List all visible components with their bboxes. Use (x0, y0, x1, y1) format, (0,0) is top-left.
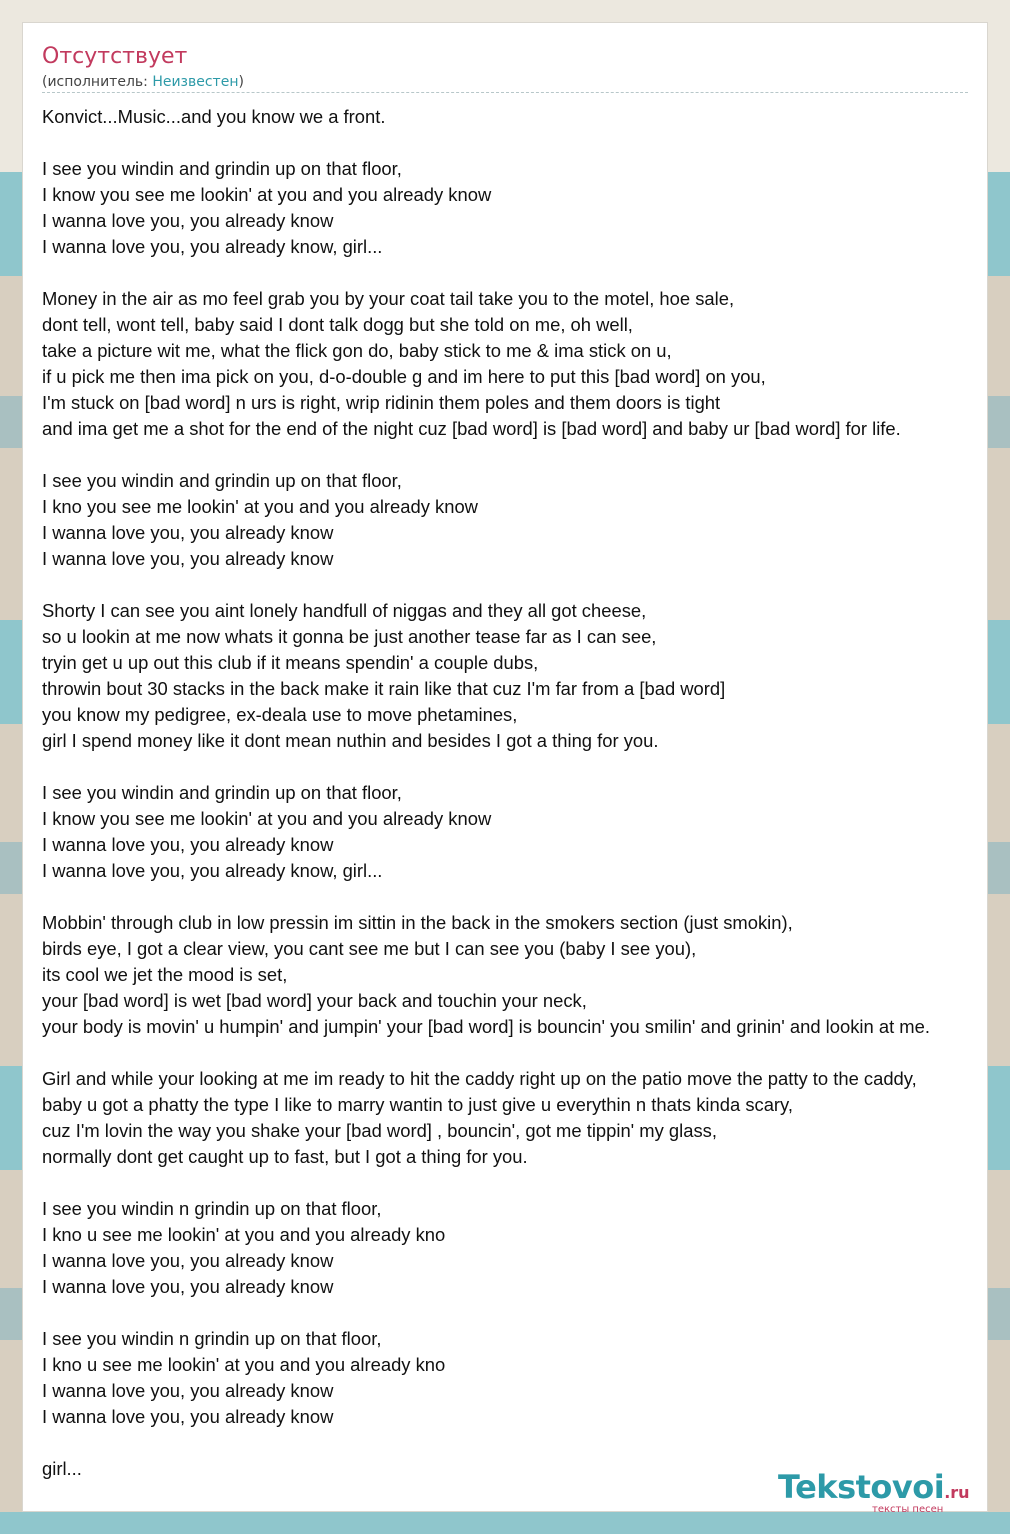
title-divider (42, 92, 968, 93)
lyric-line: girl... (42, 1458, 82, 1479)
lyric-line (42, 884, 1010, 910)
lyric-line: I see you windin and grindin up on that floor, (42, 470, 402, 491)
song-title: Отсутствует (42, 44, 188, 69)
lyric-line: tryin get u up out this club if it means spendin' a couple dubs, (42, 652, 539, 673)
lyric-line: dont tell, wont tell, baby said I dont talk dogg but she told on me, oh well, (42, 314, 633, 335)
lyric-line: cuz I'm lovin the way you shake your [bad word] , bouncin', got me tippin' my glass, (42, 1120, 717, 1141)
lyric-line: Mobbin' through club in low pressin im sittin in the back in the smokers section (just smokin), (42, 912, 793, 933)
lyric-line: baby u got a phatty the type I like to marry wantin to just give u everythin n thats kinda scary, (42, 1094, 793, 1115)
lyric-line: I know you see me lookin' at you and you already know (42, 184, 492, 205)
lyric-line: Girl and while your looking at me im ready to hit the caddy right up on the patio move the patty to the caddy, (42, 1068, 917, 1089)
lyric-line (42, 1300, 1010, 1326)
lyric-line: I see you windin and grindin up on that floor, (42, 782, 402, 803)
lyric-line: girl I spend money like it dont mean nuthin and besides I got a thing for you. (42, 730, 659, 751)
lyric-line: I'm stuck on [bad word] n urs is right, wrip ridinin them poles and them doors is tight (42, 392, 721, 413)
lyric-line: I wanna love you, you already know (42, 1276, 334, 1297)
lyric-line (42, 1430, 1010, 1456)
lyric-line: I kno u see me lookin' at you and you already kno (42, 1354, 446, 1375)
lyric-line: I wanna love you, you already know (42, 834, 334, 855)
lyric-line: birds eye, I got a clear view, you cant see me but I can see you (baby I see you), (42, 938, 697, 959)
logo-tagline: тексты песен (872, 1504, 944, 1515)
lyric-line: I wanna love you, you already know, girl... (42, 860, 383, 881)
lyric-line: you know my pedigree, ex-deala use to move phetamines, (42, 704, 518, 725)
lyric-line (42, 260, 1010, 286)
lyric-line: I wanna love you, you already know (42, 210, 334, 231)
lyric-line: I wanna love you, you already know (42, 1250, 334, 1271)
lyric-line: Money in the air as mo feel grab you by your coat tail take you to the motel, hoe sale, (42, 288, 735, 309)
lyric-line: normally dont get caught up to fast, but I got a thing for you. (42, 1146, 528, 1167)
lyric-line: throwin bout 30 stacks in the back make it rain like that cuz I'm far from a [bad word] (42, 678, 726, 699)
lyric-line (42, 130, 1010, 156)
lyric-line: I see you windin and grindin up on that floor, (42, 158, 402, 179)
lyric-line: I see you windin n grindin up on that floor, (42, 1328, 382, 1349)
lyric-line: its cool we jet the mood is set, (42, 964, 288, 985)
lyric-line: if u pick me then ima pick on you, d-o-double g and im here to put this [bad word] on you, (42, 366, 766, 387)
lyric-line: take a picture wit me, what the flick gon do, baby stick to me & ima stick on u, (42, 340, 672, 361)
lyric-line: I wanna love you, you already know (42, 1380, 334, 1401)
lyric-line: I wanna love you, you already know (42, 548, 334, 569)
lyric-line: I know you see me lookin' at you and you already know (42, 808, 492, 829)
lyric-line: I see you windin n grindin up on that floor, (42, 1198, 382, 1219)
lyric-line: so u lookin at me now whats it gonna be just another tease far as I can see, (42, 626, 657, 647)
lyrics-text (42, 104, 1010, 1482)
site-logo[interactable] (778, 1468, 970, 1515)
logo-tld: .ru (944, 1483, 970, 1502)
artist-prefix: (исполнитель: (42, 74, 153, 90)
lyric-line (42, 754, 1010, 780)
lyric-line: I kno u see me lookin' at you and you already kno (42, 1224, 446, 1245)
lyric-line (42, 442, 1010, 468)
artist-link[interactable]: Неизвестен (152, 74, 239, 90)
lyric-line: I kno you see me lookin' at you and you already know (42, 496, 478, 517)
lyric-line: I wanna love you, you already know, girl... (42, 236, 383, 257)
lyric-line: your body is movin' u humpin' and jumpin' your [bad word] is bouncin' you smilin' and grinin' and lookin at me. (42, 1016, 930, 1037)
lyric-line (42, 1040, 1010, 1066)
lyric-line: your [bad word] is wet [bad word] your back and touchin your neck, (42, 990, 587, 1011)
lyric-line: I wanna love you, you already know (42, 1406, 334, 1427)
artist-suffix: ) (238, 74, 244, 90)
artist-line (42, 73, 244, 91)
lyric-line: I wanna love you, you already know (42, 522, 334, 543)
lyric-line (42, 1170, 1010, 1196)
lyric-line (42, 572, 1010, 598)
logo-main-text: Tekstovoi (778, 1468, 945, 1506)
lyric-line: Shorty I can see you aint lonely handfull of niggas and they all got cheese, (42, 600, 647, 621)
lyric-line: and ima get me a shot for the end of the night cuz [bad word] is [bad word] and baby ur [bad word] for life. (42, 418, 901, 439)
lyric-line: Konvict...Music...and you know we a front. (42, 106, 386, 127)
